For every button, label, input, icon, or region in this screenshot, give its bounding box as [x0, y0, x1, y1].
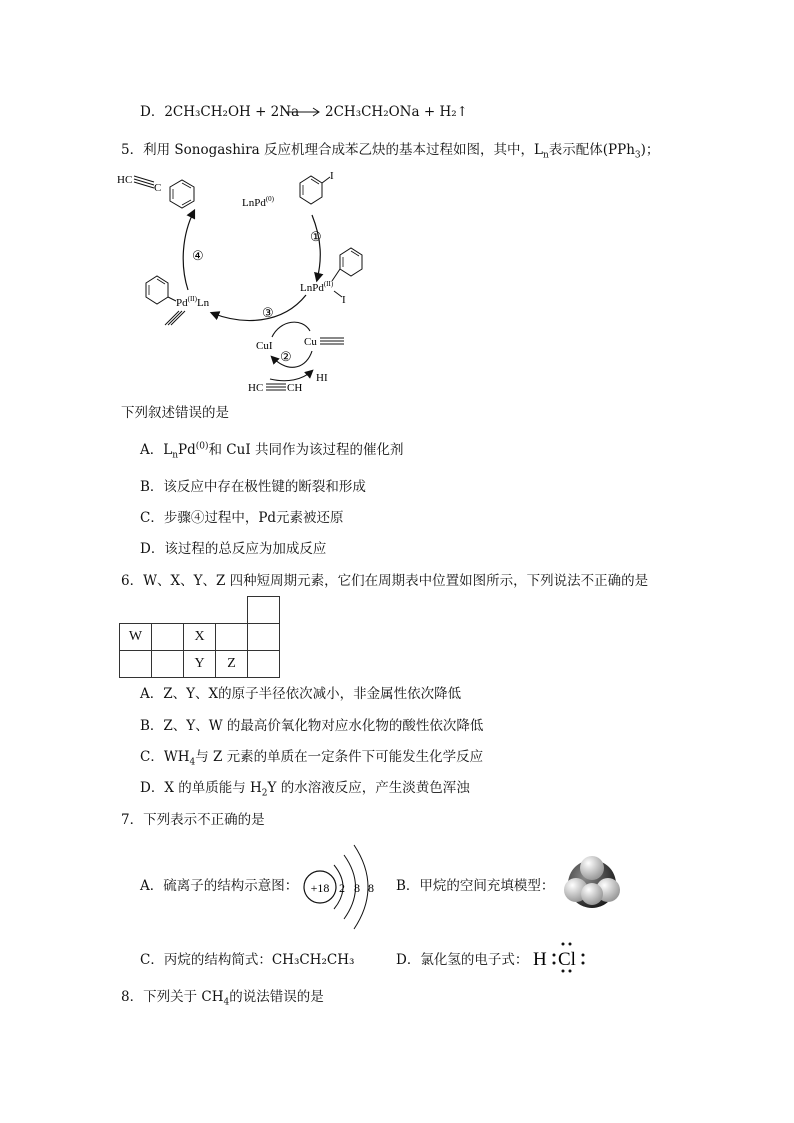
q5-option-a: A．$L_nPd^{(0)}$和 CuI 共同作为该过程的催化剂: [140, 441, 404, 461]
step-2-label: ②: [280, 349, 292, 364]
lnpd2-label: LnPd$^{(II)}$: [300, 280, 334, 294]
reaction-arrow-icon: [285, 104, 323, 118]
arc-step3: [212, 295, 306, 320]
q4-optd-reactants: 2CH₃CH₂OH + 2Na: [164, 104, 300, 120]
step-3-label: ③: [262, 305, 274, 320]
q6-option-d: D．X 的单质能与 $H_2Y$ 的水溶液反应，产生淡黄色浑浊: [140, 780, 470, 799]
sonogashira-cycle-diagram: [112, 165, 372, 397]
pt-cell-z: Z: [216, 651, 248, 678]
iodine-label: I: [330, 170, 334, 182]
q5-option-c: C．步骤④过程中，Pd元素被还原: [140, 510, 344, 526]
cui-label: CuI: [256, 340, 273, 352]
q6-option-c: C．$WH_4$与 Z 元素的单质在一定条件下可能发生化学反应: [140, 749, 484, 768]
cu-arc-top: [272, 322, 310, 337]
q7-stem: 7．下列表示不正确的是: [121, 812, 265, 828]
acetylene-hc: HC: [248, 382, 264, 394]
shell-2: 8: [354, 881, 360, 895]
hcl-cl: Cl: [558, 949, 576, 970]
lnpd0-label: LnPd$^{(0)}$: [242, 195, 275, 209]
nucleus-charge: +18: [310, 881, 330, 895]
hi-arrow: [270, 371, 312, 381]
step-1-label: ①: [310, 229, 322, 244]
pt-cell-w: W: [120, 624, 152, 651]
q4-option-d: D．2CH₃CH₂OH + 2Na: [140, 104, 300, 120]
benzene-ring-product: [170, 180, 194, 208]
q6-option-b: B．Z、Y、W 的最高价氧化物对应水化物的酸性依次降低: [140, 718, 484, 734]
pd-left-label: $Pd^{(II)}Ln$: [176, 295, 210, 309]
q5-stem: 5．利用 Sonogashira 反应机理合成苯乙炔的基本过程如图，其中，$L_n$表示配体(PPh$_3$)；: [121, 142, 660, 161]
lnpd2-iodine: I: [342, 294, 346, 306]
q4-optd-products: 2CH₃CH₂ONa + H₂↑: [325, 104, 468, 120]
hcl-h: H: [533, 949, 547, 970]
q8-stem: 8．下列关于 $CH_4$的说法错误的是: [121, 989, 324, 1008]
cu-arc-bottom: [272, 351, 312, 367]
q5-option-b: B．该反应中存在极性键的断裂和形成: [140, 479, 366, 495]
step-4-label: ④: [192, 248, 204, 263]
q7-option-a: A．硫离子的结构示意图：: [140, 878, 299, 894]
periodic-table-fragment: [119, 596, 280, 678]
acetylene-ch: CH: [287, 382, 303, 394]
c-label: C: [154, 182, 162, 194]
shell-1: 2: [339, 881, 345, 895]
pt-cell-x: X: [184, 624, 216, 651]
hi-label: HI: [316, 372, 328, 384]
hcl-electron-dot-formula: [532, 940, 590, 974]
arc-step1: [312, 215, 320, 280]
q7-option-d: D．氯化氢的电子式：: [396, 952, 529, 968]
q7-option-c: C．丙烷的结构简式：CH₃CH₂CH₃: [140, 952, 355, 968]
pt-cell-top: [248, 597, 280, 624]
pt-cell-y: Y: [184, 651, 216, 678]
q6-stem: 6．W、X、Y、Z 四种短周期元素，它们在周期表中位置如图所示，下列说法不正确的是: [121, 573, 649, 589]
q5-question: 下列叙述错误的是: [121, 405, 229, 421]
q7-option-b: B．甲烷的空间充填模型：: [396, 878, 555, 894]
sulfur-ion-structure-diagram: [300, 842, 384, 932]
q6-option-a: A．Z、Y、X的原子半径依次减小，非金属性依次降低: [140, 686, 462, 702]
hc-label: HC: [117, 174, 133, 186]
methane-space-filling-model: [558, 852, 626, 912]
cu-label: Cu: [304, 336, 317, 348]
q5-option-d: D．该过程的总反应为加成反应: [140, 541, 327, 557]
shell-3: 8: [368, 881, 374, 895]
